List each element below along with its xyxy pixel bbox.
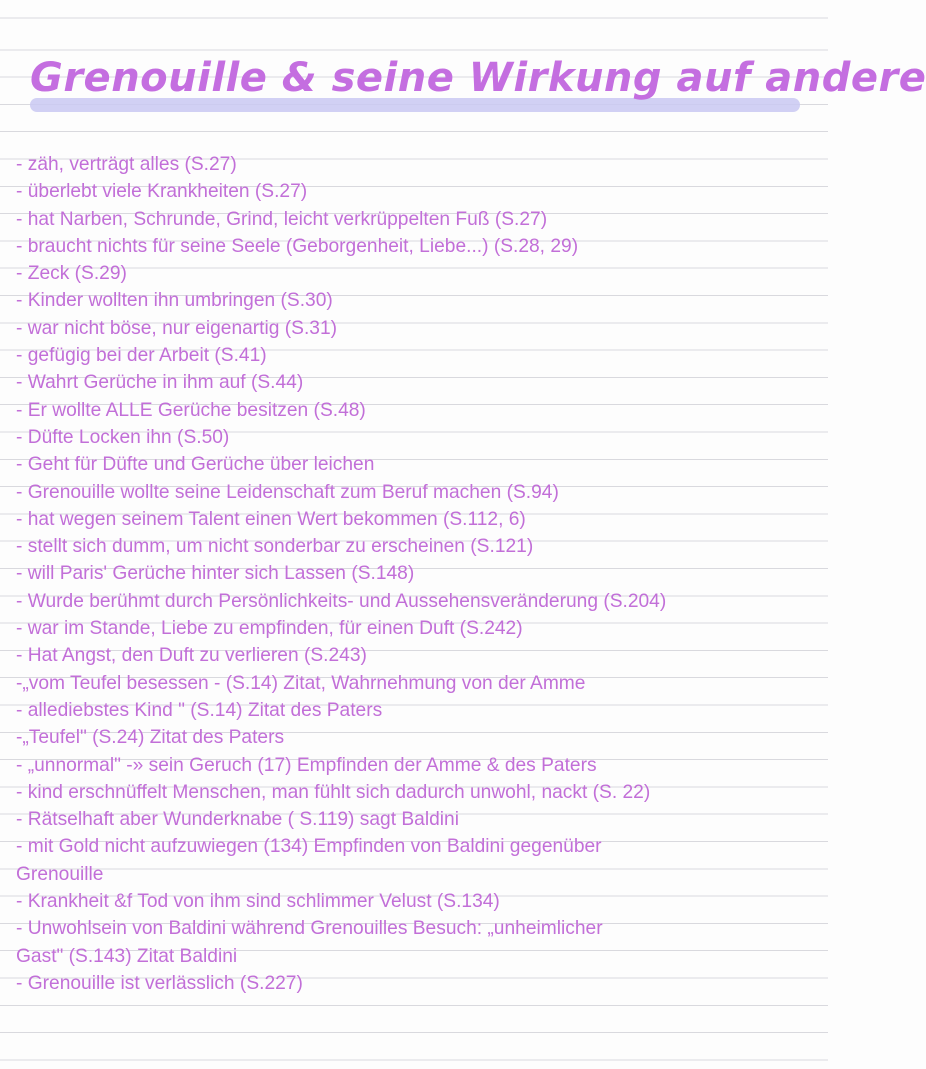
note-line: - Hat Angst, den Duft zu verlieren (S.243) [16,645,367,667]
note-line: - Düfte Locken ihn (S.50) [16,426,230,448]
note-line: - braucht nichts für seine Seele (Geborgenheit, Liebe...) (S.28, 29) [16,235,579,257]
note-line: - hat Narben, Schrunde, Grind, leicht verkrüppelten Fuß (S.27) [16,208,548,230]
note-line: -„vom Teufel besessen - (S.14) Zitat, Wahrnehmung von der Amme [16,672,586,694]
note-line: - Grenouille wollte seine Leidenschaft zum Beruf machen (S.94) [16,481,559,503]
note-line: - Geht für Düfte und Gerüche über leichen [16,454,375,476]
note-line: Grenouille [16,863,104,885]
note-line: Gast" (S.143) Zitat Baldini [16,945,238,967]
note-line: - zäh, verträgt alles (S.27) [16,154,237,175]
note-line: - gefügig bei der Arbeit (S.41) [16,345,267,367]
note-line: - Wahrt Gerüche in ihm auf (S.44) [16,372,304,394]
note-line: - Rätselhaft aber Wunderknabe ( S.119) sagt Baldini [16,809,459,831]
note-line: - Zeck (S.29) [16,263,127,285]
note-line: - will Paris' Gerüche hinter sich Lassen (S.148) [16,563,415,585]
title-block [30,48,926,118]
note-line: - „unnormal" -» sein Geruch (17) Empfinden der Amme & des Paters [16,754,597,776]
note-line: - Wurde berühmt durch Persönlichkeits- und Aussehensveränderung (S.204) [16,590,667,612]
note-line: - war im Stande, Liebe zu empfinden, für einen Duft (S.242) [16,618,523,640]
note-line: - Er wollte ALLE Gerüche besitzen (S.48) [16,399,366,421]
note-line: - Kinder wollten ihn umbringen (S.30) [16,290,333,312]
note-line: - kind erschnüffelt Menschen, man fühlt sich dadurch unwohl, nackt (S. 22) [16,781,651,803]
note-line: - stellt sich dumm, um nicht sonderbar zu erscheinen (S.121) [16,536,534,558]
note-line: - mit Gold nicht aufzuwiegen (134) Empfinden von Baldini gegenüber [16,836,602,858]
note-line: - hat wegen seinem Talent einen Wert bekommen (S.112, 6) [16,508,526,530]
page-title: Grenouille & seine Wirkung auf andere [30,55,926,101]
notes-list [16,151,816,997]
note-line: - Unwohlsein von Baldini während Grenouilles Besuch: „unheimlicher [16,918,603,940]
note-line: - Krankheit &f Tod von ihm sind schlimmer Velust (S.134) [16,891,500,913]
note-line: -„Teufel" (S.24) Zitat des Paters [16,727,285,749]
note-line: - Grenouille ist verlässlich (S.227) [16,972,303,994]
note-line: - allediebstes Kind " (S.14) Zitat des Paters [16,699,383,721]
note-line: - überlebt viele Krankheiten (S.27) [16,181,308,203]
note-line: - war nicht böse, nur eigenartig (S.31) [16,317,338,339]
